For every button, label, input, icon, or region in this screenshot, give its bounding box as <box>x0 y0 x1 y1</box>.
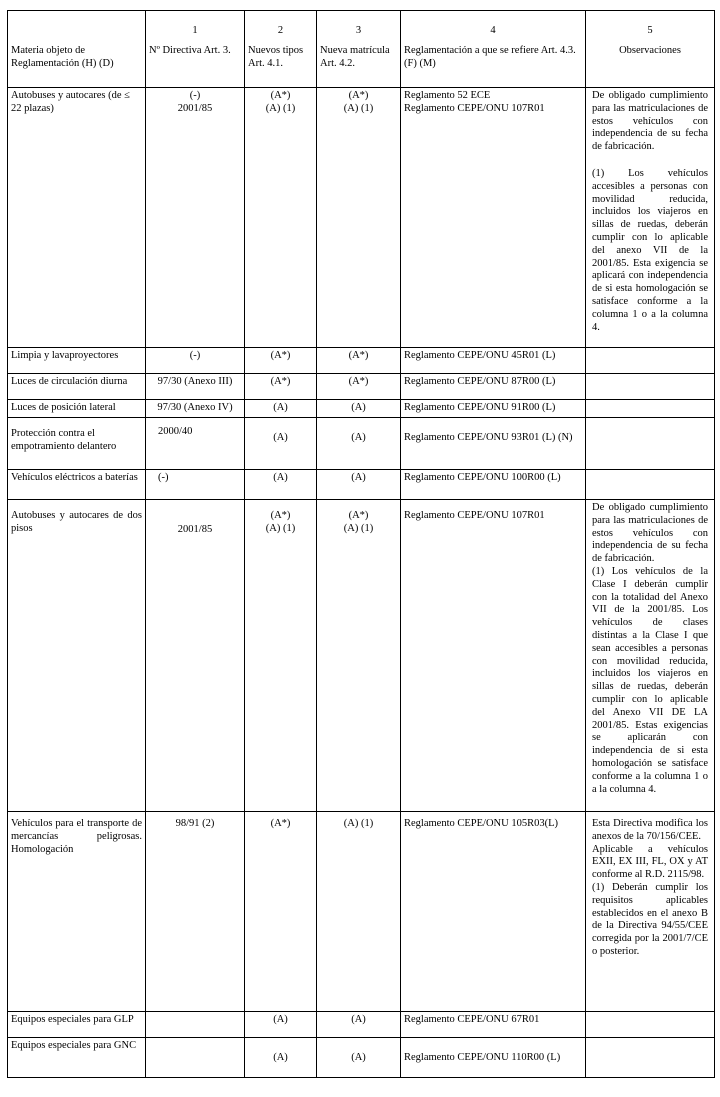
cell-observaciones: Esta Directiva modifica los anexos de la 70/156/CEE. Aplicable a vehículos EXII, EX III, FL, OX y AT conforme al R.D. 2115/98. (1) Deberán cumplir los requisitos aplicables establecidos en el anexo B de la Directiva 94/55/CEE corregida por la 2001/7/CE o posterior. <box>586 812 715 1012</box>
cell-nueva-matricula: (A*) <box>317 348 401 374</box>
cell-materia: Protección contra el empotramiento delantero <box>8 418 146 470</box>
cell-nueva-matricula: (A) <box>317 1012 401 1038</box>
table-row <box>8 88 715 348</box>
cell-reglamentacion: Reglamento CEPE/ONU 87R00 (L) <box>401 374 586 400</box>
cell-observaciones: De obligado cumplimiento para las matriculaciones de estos vehículos con independencia de su fecha de fabricación. (1) Los vehículos accesibles a personas con movilidad reducida, incluidos los viajeros en sillas de ruedas, deberán cumplir con lo aplicable del anexo VII de la 2001/85. Esta exigencia se aplicará con independencia de si esta homologación se satisface conforme a la columna 1 o a la columna 4. <box>586 88 715 348</box>
cell-nueva-matricula: (A*) <box>317 374 401 400</box>
cell-nuevos-tipos: (A) <box>245 418 317 470</box>
cell-nueva-matricula: (A) (1) <box>317 812 401 1012</box>
cell-reglamentacion: Reglamento CEPE/ONU 107R01 <box>401 500 586 812</box>
header-col-1: 1 Nº Directiva Art. 3. <box>146 11 245 88</box>
table-row <box>8 1038 715 1078</box>
cell-observaciones: De obligado cumplimiento para las matriculaciones de estos vehículos con independencia de su fecha de fabricación. (1) Los vehículos de la Clase I deberán cumplir con la totalidad del Anexo VII de la 2001/85. Los vehículos de clases distintas a la Clase I que sean accesibles a personas con movilidad reducida, incluidos los viajeros en sillas de ruedas, deberán cumplir con lo aplicable del Anexo VII DE LA 2001/85. Estas exigencias se aplicarán con independencia de si esta homologación se satisface conforme a la columna 1 o a la columna 4. <box>586 500 715 812</box>
col-5-number: 5 <box>647 25 653 36</box>
cell-reglamentacion: Reglamento CEPE/ONU 100R00 (L) <box>401 470 586 500</box>
cell-directiva: (-) <box>146 348 245 374</box>
cell-reglamentacion: Reglamento CEPE/ONU 45R01 (L) <box>401 348 586 374</box>
cell-observaciones <box>586 1012 715 1038</box>
cell-directiva: 2000/40 <box>146 418 245 470</box>
table-row <box>8 418 715 470</box>
cell-directiva: (-) <box>146 470 245 500</box>
cell-materia: Vehículos para el transporte de mercancías peligrosas. Homologación <box>8 812 146 1012</box>
cell-nuevos-tipos: (A*) <box>245 374 317 400</box>
header-col-3: 3 Nueva matrícula Art. 4.2. <box>317 11 401 88</box>
cell-nuevos-tipos: (A*) (A) (1) <box>245 88 317 348</box>
cell-observaciones <box>586 348 715 374</box>
cell-nueva-matricula: (A*) (A) (1) <box>317 500 401 812</box>
cell-nuevos-tipos: (A*) (A) (1) <box>245 500 317 812</box>
cell-observaciones <box>586 470 715 500</box>
col-3-number: 3 <box>355 25 362 36</box>
table-row <box>8 500 715 812</box>
cell-materia: Autobuses y autocares de dos pisos <box>8 500 146 812</box>
cell-nuevos-tipos: (A*) <box>245 812 317 1012</box>
cell-directiva: 97/30 (Anexo IV) <box>146 400 245 418</box>
cell-reglamentacion: Reglamento CEPE/ONU 91R00 (L) <box>401 400 586 418</box>
cell-observaciones <box>586 1038 715 1078</box>
cell-directiva <box>146 1038 245 1078</box>
cell-observaciones <box>586 400 715 418</box>
cell-materia: Limpia y lavaproyectores <box>8 348 146 374</box>
cell-directiva: 97/30 (Anexo III) <box>146 374 245 400</box>
header-materia: Materia objeto de Reglamentación (H) (D) <box>8 11 146 88</box>
table-row <box>8 400 715 418</box>
cell-directiva: 98/91 (2) <box>146 812 245 1012</box>
cell-reglamentacion: Reglamento CEPE/ONU 93R01 (L) (N) <box>401 418 586 470</box>
cell-nuevos-tipos: (A) <box>245 1012 317 1038</box>
regulation-table <box>7 10 715 1078</box>
cell-nueva-matricula: (A) <box>317 400 401 418</box>
table-header-row <box>8 11 715 88</box>
cell-reglamentacion: Reglamento CEPE/ONU 105R03(L) <box>401 812 586 1012</box>
table-row <box>8 812 715 1012</box>
cell-observaciones <box>586 374 715 400</box>
cell-materia: Luces de posición lateral <box>8 400 146 418</box>
header-col-2: 2 Nuevos tipos Art. 4.1. <box>245 11 317 88</box>
table-row <box>8 374 715 400</box>
cell-nuevos-tipos: (A) <box>245 470 317 500</box>
cell-nuevos-tipos: (A*) <box>245 348 317 374</box>
cell-nueva-matricula: (A) <box>317 418 401 470</box>
cell-directiva <box>146 1012 245 1038</box>
cell-nueva-matricula: (A) <box>317 1038 401 1078</box>
cell-materia: Equipos especiales para GLP <box>8 1012 146 1038</box>
cell-materia: Equipos especiales para GNC <box>8 1038 146 1078</box>
cell-reglamentacion: Reglamento 52 ECE Reglamento CEPE/ONU 107R01 <box>401 88 586 348</box>
cell-reglamentacion: Reglamento CEPE/ONU 67R01 <box>401 1012 586 1038</box>
col-2-number: 2 <box>277 25 284 36</box>
header-col-5: 5 Observaciones <box>586 11 715 88</box>
col-1-number: 1 <box>192 25 198 36</box>
cell-observaciones <box>586 418 715 470</box>
cell-nuevos-tipos: (A) <box>245 400 317 418</box>
cell-materia: Vehículos eléctricos a baterías <box>8 470 146 500</box>
col-4-number: 4 <box>490 25 496 36</box>
cell-materia: Autobuses y autocares (de ≤ 22 plazas) <box>8 88 146 348</box>
header-col-4: 4 Reglamentación a que se refiere Art. 4.3. (F) (M) <box>401 11 586 88</box>
table-row <box>8 348 715 374</box>
cell-reglamentacion: Reglamento CEPE/ONU 110R00 (L) <box>401 1038 586 1078</box>
cell-nueva-matricula: (A*) (A) (1) <box>317 88 401 348</box>
cell-nueva-matricula: (A) <box>317 470 401 500</box>
cell-nuevos-tipos: (A) <box>245 1038 317 1078</box>
cell-materia: Luces de circulación diurna <box>8 374 146 400</box>
cell-directiva: 2001/85 <box>146 500 245 812</box>
cell-directiva: (-) 2001/85 <box>146 88 245 348</box>
regulation-table-page <box>7 10 714 1078</box>
table-row <box>8 1012 715 1038</box>
table-row <box>8 470 715 500</box>
